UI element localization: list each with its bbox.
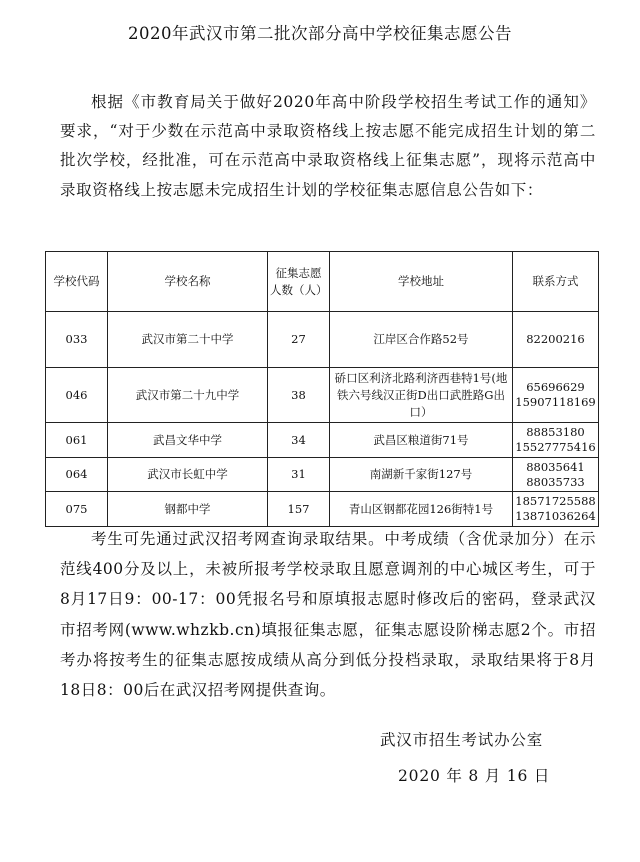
school-code: 075 (46, 492, 108, 527)
school-address: 硚口区利济北路利济西巷特1号(地铁六号线汉正街D出口武胜路G出口） (330, 368, 513, 423)
school-address: 武昌区粮道街71号 (330, 423, 513, 458)
header-name: 学校名称 (108, 252, 268, 312)
school-address: 青山区钢都花园126街特1号 (330, 492, 513, 527)
school-name: 钢都中学 (108, 492, 268, 527)
table-header-row (46, 252, 599, 312)
header-address: 学校地址 (330, 252, 513, 312)
table-row (46, 312, 599, 368)
school-name: 武汉市第二十中学 (108, 312, 268, 368)
contact-cell (513, 458, 599, 492)
school-code: 061 (46, 423, 108, 458)
quota-count: 34 (268, 423, 330, 458)
phone-number: 65696629 (526, 380, 585, 394)
school-code: 033 (46, 312, 108, 368)
school-address: 江岸区合作路52号 (330, 312, 513, 368)
table-row (46, 458, 599, 492)
header-code: 学校代码 (46, 252, 108, 312)
table-row (46, 368, 599, 423)
phone-number: 15907118169 (515, 395, 596, 409)
quota-count: 31 (268, 458, 330, 492)
body-paragraph: 考生可先通过武汉招考网查询录取结果。中考成绩（含优录加分）在示范线400分及以上，未被所报考学校录取且愿意调剂的中心城区考生，可于8月17日9：00-17：00凭报名号和原填报志愿时修改后的密码，登录武汉市招考网(www.whzkb.cn)填报征集志愿，征集志愿设阶梯志愿2个。市招考办将按考生的征集志愿按成绩从高分到低分投档录取，录取结果将于8月18日8：00后在武汉招考网提供查询。 (60, 530, 596, 700)
school-code: 046 (46, 368, 108, 423)
school-name: 武汉市第二十九中学 (108, 368, 268, 423)
phone-number: 13871036264 (515, 509, 596, 523)
contact-cell (513, 492, 599, 527)
phone-number: 18571725588 (515, 494, 596, 508)
phone-number: 15527775416 (515, 440, 596, 454)
school-name: 武汉市长虹中学 (108, 458, 268, 492)
signature-office: 武汉市招生考试办公室 (380, 731, 544, 749)
header-contact: 联系方式 (513, 252, 599, 312)
schools-table (45, 251, 599, 527)
contact-cell (513, 312, 599, 368)
signature-date: 2020 年 8 月 16 日 (398, 767, 551, 785)
school-name: 武昌文华中学 (108, 423, 268, 458)
document-title: 2020年武汉市第二批次部分高中学校征集志愿公告 (128, 24, 512, 43)
quota-count: 27 (268, 312, 330, 368)
contact-cell (513, 423, 599, 458)
header-count: 征集志愿人数（人） (268, 252, 330, 312)
table-row (46, 492, 599, 527)
school-code: 064 (46, 458, 108, 492)
phone-number: 88035733 (526, 474, 585, 489)
phone-number: 88853180 (526, 425, 585, 439)
quota-count: 38 (268, 368, 330, 423)
intro-paragraph: 根据《市教育局关于做好2020年高中阶段学校招生考试工作的通知》要求，“对于少数在示范高中录取资格线上按志愿不能完成招生计划的第二批次学校，经批准，可在示范高中录取资格线上征集志愿”，现将示范高中录取资格线上按志愿未完成招生计划的学校征集志愿信息公告如下： (60, 93, 596, 199)
contact-cell (513, 368, 599, 423)
table-row (46, 423, 599, 458)
phone-number: 88035641 (526, 459, 585, 474)
school-address: 南湖新千家街127号 (330, 458, 513, 492)
quota-count: 157 (268, 492, 330, 527)
phone-number: 82200216 (526, 332, 585, 346)
